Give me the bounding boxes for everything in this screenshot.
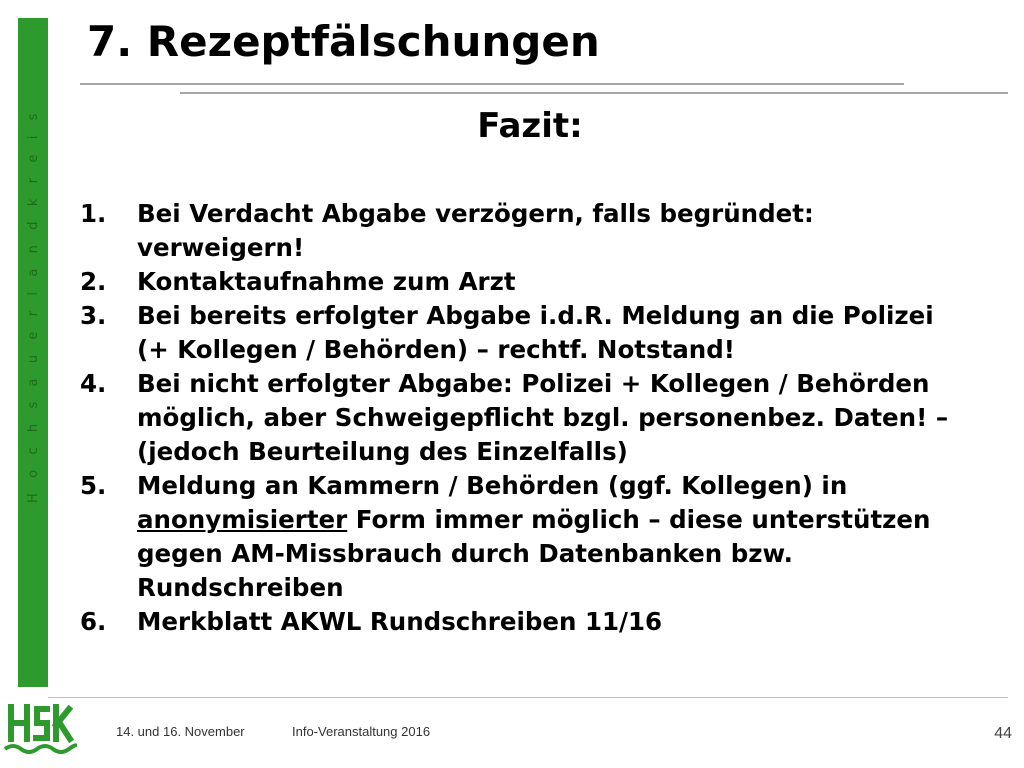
sidebar-org-name: H o c h s a u e r l a n d k r e i s: [26, 107, 41, 503]
footer-rule: [48, 697, 1008, 698]
footer-date: 14. und 16. November: [116, 724, 245, 739]
list-item-number: 6.: [80, 607, 107, 636]
list-item-number: 4.: [80, 369, 107, 398]
title-rule-bottom: [180, 92, 1008, 94]
list-item: [80, 299, 960, 367]
conclusion-list: [80, 197, 960, 639]
list-item: [80, 265, 960, 299]
list-item-text-start: Meldung an Kammern / Behörden (ggf. Kollegen) in: [137, 471, 848, 500]
list-item-number: 2.: [80, 267, 107, 296]
list-item: [80, 197, 960, 265]
list-item-text: [137, 469, 960, 605]
list-item-text-emphasis: anonymisierter: [137, 505, 348, 534]
title-rule-top: [80, 83, 904, 85]
list-item: [80, 469, 960, 605]
list-item-text: Kontaktaufnahme zum Arzt: [137, 267, 516, 296]
list-item-text: Bei nicht erfolgter Abgabe: Polizei + Kollegen / Behörden möglich, aber Schweigepflicht bzgl. personenbez. Daten! – (jedoch Beurteilung des Einzelfalls): [137, 369, 949, 466]
list-item-number: 5.: [80, 471, 107, 500]
list-item-number: 1.: [80, 199, 107, 228]
list-item-text: Bei Verdacht Abgabe verzögern, falls begründet: verweigern!: [137, 199, 814, 262]
list-item-text: Merkblatt AKWL Rundschreiben 11/16: [137, 607, 663, 636]
list-item: [80, 605, 960, 639]
footer-event: Info-Veranstaltung 2016: [292, 724, 431, 739]
list-item-text-end: Form immer möglich – diese unterstützen gegen AM-Missbrauch durch Datenbanken bzw. Rundschreiben: [137, 505, 931, 602]
hsk-logo-icon: [3, 701, 77, 759]
page-number: 44: [994, 725, 1012, 742]
slide-title: 7. Rezeptfälschungen: [87, 17, 600, 66]
list-item-number: 3.: [80, 301, 107, 330]
hsk-logo: [3, 701, 77, 763]
list-item: [80, 367, 960, 469]
slide-subtitle: Fazit:: [477, 106, 583, 146]
list-item-text: Bei bereits erfolgter Abgabe i.d.R. Meldung an die Polizei (+ Kollegen / Behörden) – rechtf. Notstand!: [137, 301, 934, 364]
